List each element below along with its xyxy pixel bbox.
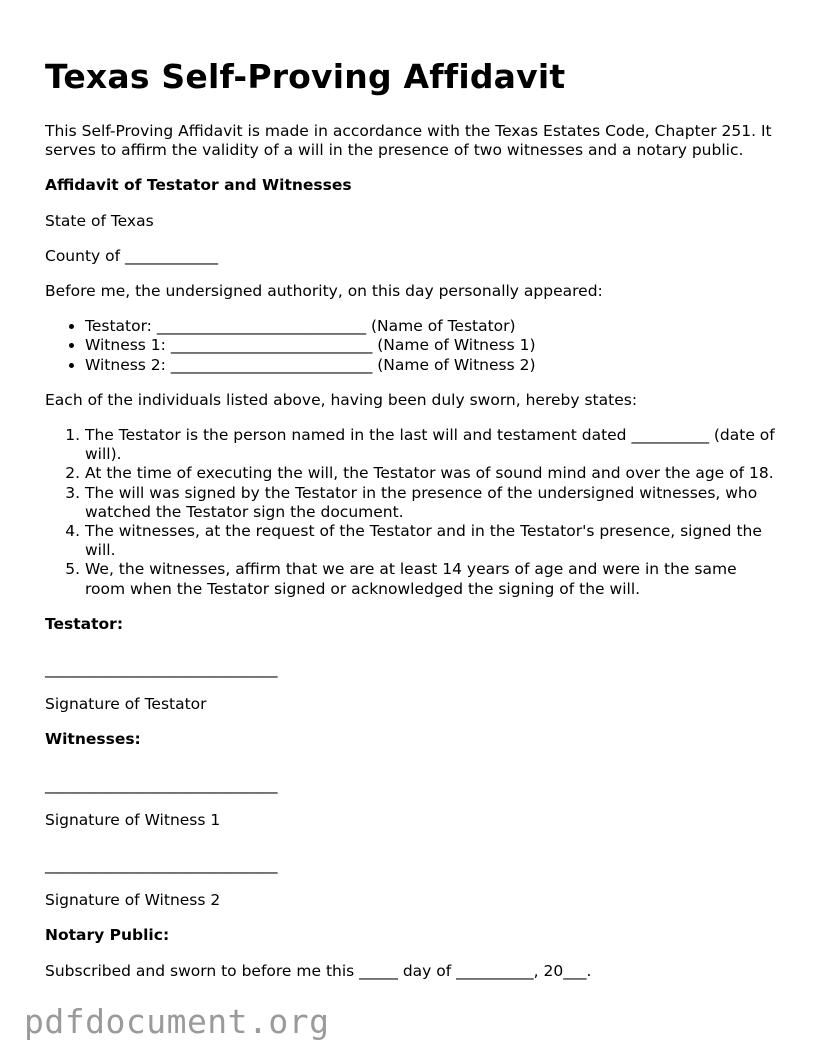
witness-2-signature-label: Signature of Witness 2 <box>45 891 221 910</box>
appeared-paragraph: Before me, the undersigned authority, on this day personally appeared: <box>45 282 603 301</box>
statement-item: 1. The Testator is the person named in the last will and testament dated __________ (date of will). <box>85 426 780 464</box>
subscribed-line: Subscribed and sworn to before me this _____ day of __________, 20___. <box>45 961 592 980</box>
witnesses-heading: Witnesses: <box>45 730 141 749</box>
statement-item: 5. We, the witnesses, affirm that we are at least 14 years of age and were in the same room when the Testator signed or acknowledged the signing of the will. <box>85 560 780 598</box>
watermark: pdfdocument.org <box>24 1002 330 1041</box>
section-heading: Affidavit of Testator and Witnesses <box>45 176 352 195</box>
statement-item: 3. The will was signed by the Testator in the presence of the undersigned witnesses, who watched the Testator sign the document. <box>85 484 780 522</box>
witness-1-signature-label: Signature of Witness 1 <box>45 810 221 829</box>
state-line: State of Texas <box>45 211 154 230</box>
intro-paragraph: This Self-Proving Affidavit is made in accordance with the Texas Estates Code, Chapter 251. It serves to affirm the validity of a will in the presence of two witnesses and a notary public. <box>45 122 772 160</box>
statement-item: 2. At the time of executing the will, the Testator was of sound mind and over the age of 18. <box>85 464 780 483</box>
county-line: County of ____________ <box>45 246 218 265</box>
testator-signature-label: Signature of Testator <box>45 695 207 714</box>
witness-2-signature-line: ______________________________ <box>45 856 278 875</box>
statements-list <box>45 426 780 599</box>
appearance-list <box>45 317 780 375</box>
sworn-paragraph: Each of the individuals listed above, having been duly sworn, hereby states: <box>45 390 638 409</box>
notary-heading: Notary Public: <box>45 926 170 945</box>
testator-signature-line: ______________________________ <box>45 660 278 679</box>
appearance-testator: • Testator: ___________________________ (Name of Testator) <box>85 317 780 336</box>
testator-heading: Testator: <box>45 614 124 633</box>
appearance-witness-1: • Witness 1: __________________________ (Name of Witness 1) <box>85 336 780 355</box>
statement-item: 4. The witnesses, at the request of the Testator and in the Testator's presence, signed the will. <box>85 522 780 560</box>
witness-1-signature-line: ______________________________ <box>45 775 278 794</box>
appearance-witness-2: • Witness 2: __________________________ (Name of Witness 2) <box>85 356 780 375</box>
document-title: Texas Self-Proving Affidavit <box>45 57 566 96</box>
affidavit-document <box>45 56 780 997</box>
